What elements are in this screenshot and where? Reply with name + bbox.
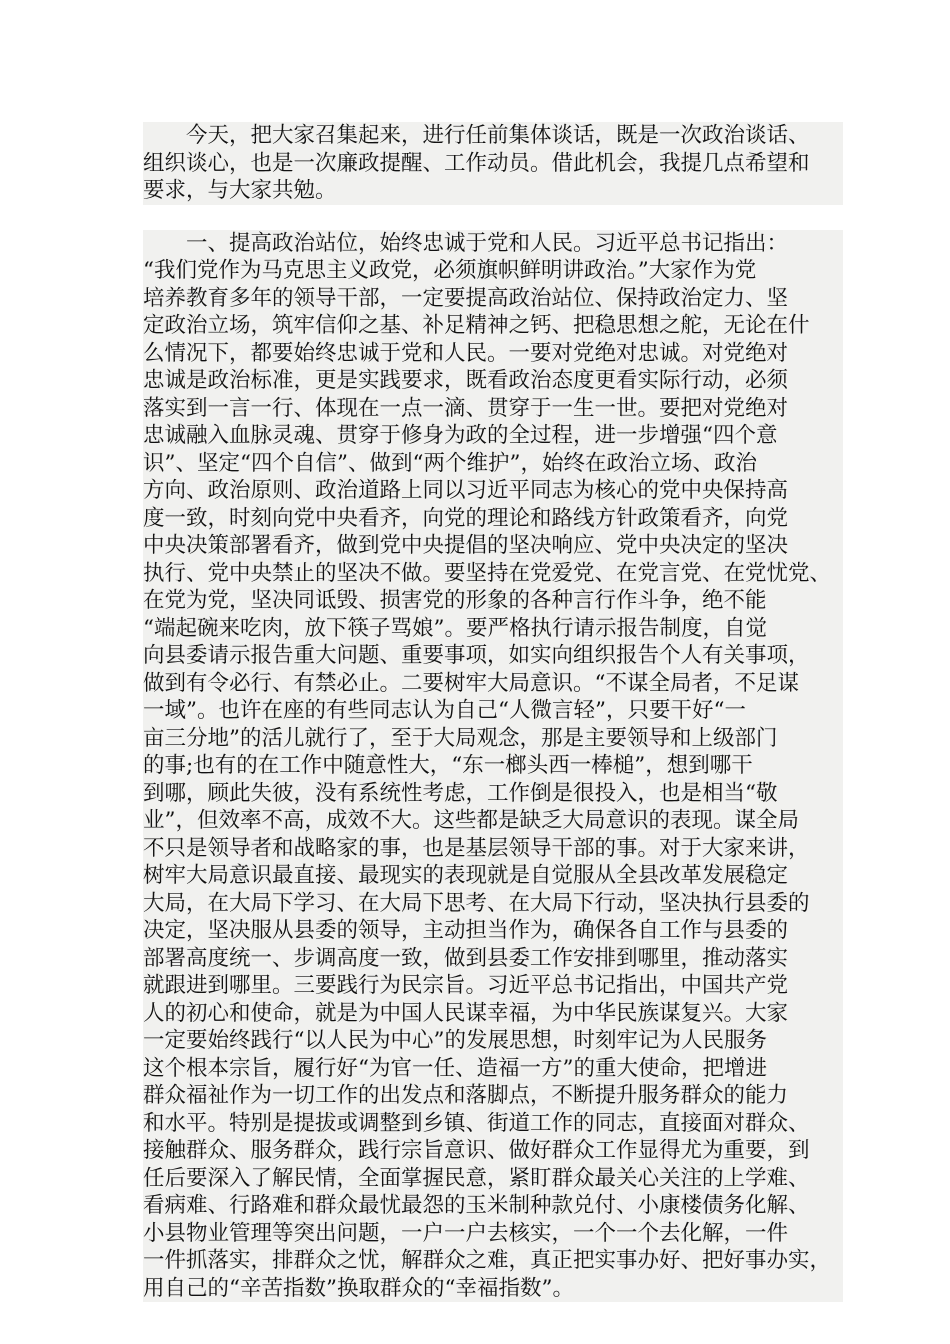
paragraph [143, 230, 843, 1303]
text-line: 用自己的“辛苦指数”换取群众的“幸福指数”。 [143, 1275, 843, 1303]
text-line: 落实到一言一行、体现在一点一滴、贯穿于一生一世。要把对党绝对 [143, 395, 843, 423]
text-line: 定政治立场，筑牢信仰之基、补足精神之钙、把稳思想之舵，无论在什 [143, 312, 843, 340]
text-line: 在党为党，坚决同诋毁、损害党的形象的各种言行作斗争，绝不能 [143, 587, 843, 615]
text-line: 亩三分地”的活儿就行了，至于大局观念，那是主要领导和上级部门 [143, 725, 843, 753]
text-line: 的事;也有的在工作中随意性大，“东一榔头西一棒槌”，想到哪干 [143, 752, 843, 780]
text-line: 今天，把大家召集起来，进行任前集体谈话，既是一次政治谈话、 [143, 122, 843, 150]
document-page [143, 122, 843, 1302]
text-line: 做到有令必行、有禁必止。二要树牢大局意识。“不谋全局者，不足谋 [143, 670, 843, 698]
text-line: 忠诚融入血脉灵魂、贯穿于修身为政的全过程，进一步增强“四个意 [143, 422, 843, 450]
text-line: 方向、政治原则、政治道路上同以习近平同志为核心的党中央保持高 [143, 477, 843, 505]
text-line: 识”、坚定“四个自信”、做到“两个维护”，始终在政治立场、政治 [143, 450, 843, 478]
text-line: 部署高度统一、步调高度一致，做到县委工作安排到哪里，推动落实 [143, 945, 843, 973]
text-line: 群众福祉作为一切工作的出发点和落脚点，不断提升服务群众的能力 [143, 1082, 843, 1110]
text-line: 树牢大局意识最直接、最现实的表现就是自觉服从全县改革发展稳定 [143, 862, 843, 890]
paragraph-gap [143, 205, 843, 230]
text-line: 一域”。也许在座的有些同志认为自己“人微言轻”，只要干好“一 [143, 697, 843, 725]
text-line: 和水平。特别是提拔或调整到乡镇、街道工作的同志，直接面对群众、 [143, 1110, 843, 1138]
text-line: 就跟进到哪里。三要践行为民宗旨。习近平总书记指出，中国共产党 [143, 972, 843, 1000]
text-line: 一、提高政治站位，始终忠诚于党和人民。习近平总书记指出： [143, 230, 843, 258]
text-line: 向县委请示报告重大问题、重要事项，如实向组织报告个人有关事项， [143, 642, 843, 670]
text-line: 一定要始终践行“以人民为中心”的发展思想，时刻牢记为人民服务 [143, 1027, 843, 1055]
text-line: 小县物业管理等突出问题，一户一户去核实，一个一个去化解，一件 [143, 1220, 843, 1248]
text-line: 执行、党中央禁止的坚决不做。要坚持在党爱党、在党言党、在党忧党、 [143, 560, 843, 588]
text-line: 到哪，顾此失彼，没有系统性考虑，工作倒是很投入，也是相当“敬 [143, 780, 843, 808]
text-line: 任后要深入了解民情，全面掌握民意，紧盯群众最关心关注的上学难、 [143, 1165, 843, 1193]
text-line: 度一致，时刻向党中央看齐，向党的理论和路线方针政策看齐，向党 [143, 505, 843, 533]
text-line: 决定，坚决服从县委的领导，主动担当作为，确保各自工作与县委的 [143, 917, 843, 945]
text-line: 忠诚是政治标准，更是实践要求，既看政治态度更看实际行动，必须 [143, 367, 843, 395]
text-line: 组织谈心，也是一次廉政提醒、工作动员。借此机会，我提几点希望和 [143, 150, 843, 178]
text-line: 培养教育多年的领导干部，一定要提高政治站位、保持政治定力、坚 [143, 285, 843, 313]
text-line: 一件抓落实，排群众之忧，解群众之难，真正把实事办好、把好事办实， [143, 1247, 843, 1275]
text-line: “端起碗来吃肉，放下筷子骂娘”。要严格执行请示报告制度，自觉 [143, 615, 843, 643]
text-line: “我们党作为马克思主义政党，必须旗帜鲜明讲政治。”大家作为党 [143, 257, 843, 285]
paragraph [143, 122, 843, 205]
text-line: 这个根本宗旨，履行好“为官一任、造福一方”的重大使命，把增进 [143, 1055, 843, 1083]
text-line: 人的初心和使命，就是为中国人民谋幸福，为中华民族谋复兴。大家 [143, 1000, 843, 1028]
text-line: 不只是领导者和战略家的事，也是基层领导干部的事。对于大家来讲， [143, 835, 843, 863]
text-line: 要求，与大家共勉。 [143, 177, 843, 205]
text-line: 看病难、行路难和群众最忧最怨的玉米制种款兑付、小康楼债务化解、 [143, 1192, 843, 1220]
text-line: 接触群众、服务群众，践行宗旨意识、做好群众工作显得尤为重要，到 [143, 1137, 843, 1165]
text-line: 中央决策部署看齐，做到党中央提倡的坚决响应、党中央决定的坚决 [143, 532, 843, 560]
text-line: 业”，但效率不高，成效不大。这些都是缺乏大局意识的表现。谋全局 [143, 807, 843, 835]
text-line: 么情况下，都要始终忠诚于党和人民。一要对党绝对忠诚。对党绝对 [143, 340, 843, 368]
text-line: 大局，在大局下学习、在大局下思考、在大局下行动，坚决执行县委的 [143, 890, 843, 918]
